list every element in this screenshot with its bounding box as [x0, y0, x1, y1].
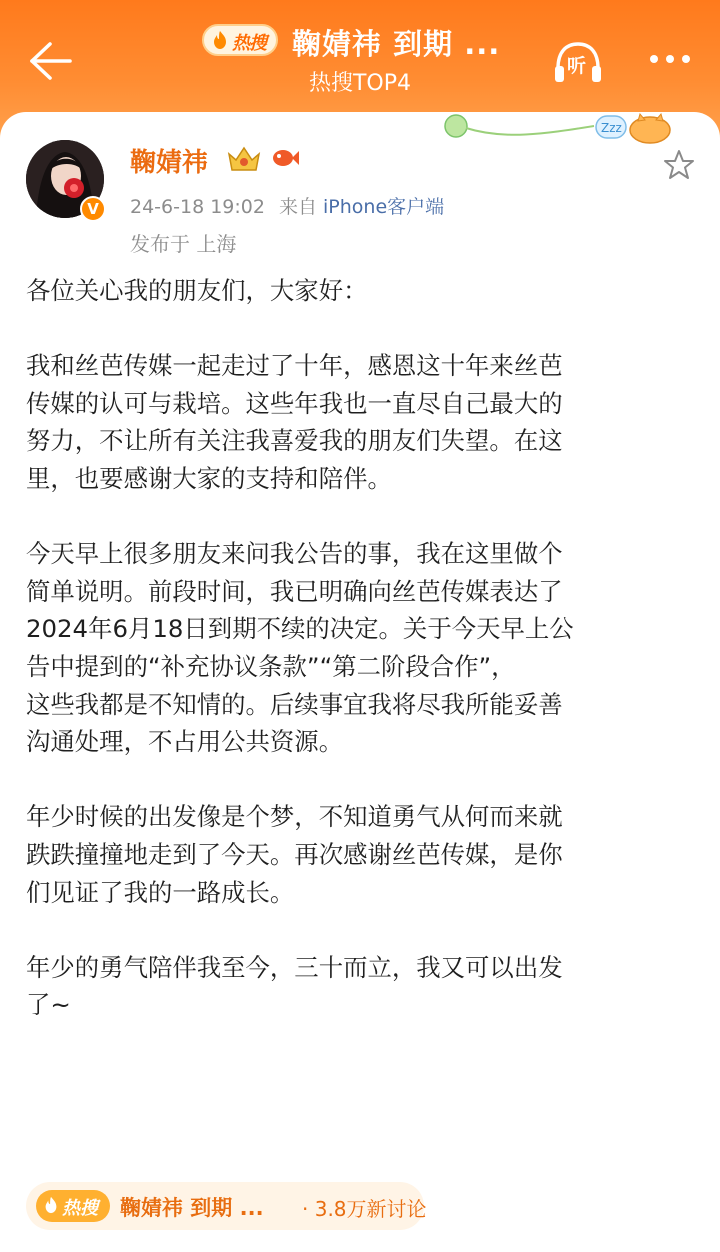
crown-badge-icon — [226, 144, 262, 174]
verified-icon: V — [80, 196, 106, 222]
fish-badge-icon — [268, 142, 300, 174]
post-paragraph: 年少的勇气陪伴我至今，三十而立，我又可以出发 了~ — [26, 952, 563, 1020]
hot-search-tag — [36, 1190, 110, 1222]
hot-tag-text: 热搜 — [232, 33, 266, 54]
hot-topic-link[interactable] — [26, 1182, 427, 1230]
post-card — [0, 112, 720, 1252]
hot-tag-text: 热搜 — [62, 1198, 98, 1219]
listen-button[interactable] — [552, 38, 604, 86]
topic-title: 鞠婧祎 到期 ... — [120, 1196, 264, 1220]
star-icon — [662, 148, 696, 182]
page-title: 鞠婧祎 到期 ... — [292, 27, 501, 61]
more-dot — [682, 55, 690, 63]
post-paragraph: 年少时候的出发像是个梦，不知道勇气从何而来就 跌跌撞撞地走到了今天。再次感谢丝芭传媒，是你 们见证了我的一路成长。 — [26, 802, 563, 907]
source-prefix: 来自 — [278, 196, 317, 218]
more-dot — [650, 55, 658, 63]
sleeping-cat-icon — [444, 112, 676, 154]
more-button[interactable] — [642, 44, 698, 74]
more-dot — [666, 55, 674, 63]
flame-icon — [210, 30, 230, 50]
svg-text:Zzz: Zzz — [601, 121, 622, 135]
post-paragraph: 各位关心我的朋友们，大家好： — [26, 276, 368, 305]
post-source-link[interactable]: iPhone客户端 — [323, 196, 445, 218]
post-paragraph: 今天早上很多朋友来问我公告的事，我在这里做个 简单说明。前段时间，我已明确向丝芭传媒表达了 2024年6月18日到期不续的决定。关于今天早上公 告中提到的“补充协议条款”“第二阶段合作”， 这些我都是不知情的。后续事宜我将尽我所能妥善 沟通处理，不占用公共资源。 — [26, 539, 574, 757]
listen-label: 听 — [567, 55, 587, 77]
favorite-button[interactable] — [662, 148, 696, 182]
flame-icon — [42, 1195, 60, 1215]
post-body — [26, 272, 698, 1024]
topic-discussion-count: · 3.8万新讨论 — [302, 1197, 427, 1221]
page-subtitle: 热搜TOP4 — [308, 71, 412, 96]
hot-search-tag — [202, 24, 278, 56]
author-name[interactable]: 鞠婧祎 — [130, 148, 209, 178]
post-location: 发布于 上海 — [130, 232, 237, 256]
post-meta — [130, 192, 444, 219]
title-row — [0, 18, 720, 68]
post-paragraph: 我和丝芭传媒一起走过了十年，感恩这十年来丝芭 传媒的认可与栽培。这些年我也一直尽自己最大的 努力，不让所有关注我喜爱我的朋友们失望。在这 里，也要感谢大家的支持和陪伴。 — [26, 351, 563, 493]
post-date: 24-6-18 19:02 — [130, 196, 265, 218]
